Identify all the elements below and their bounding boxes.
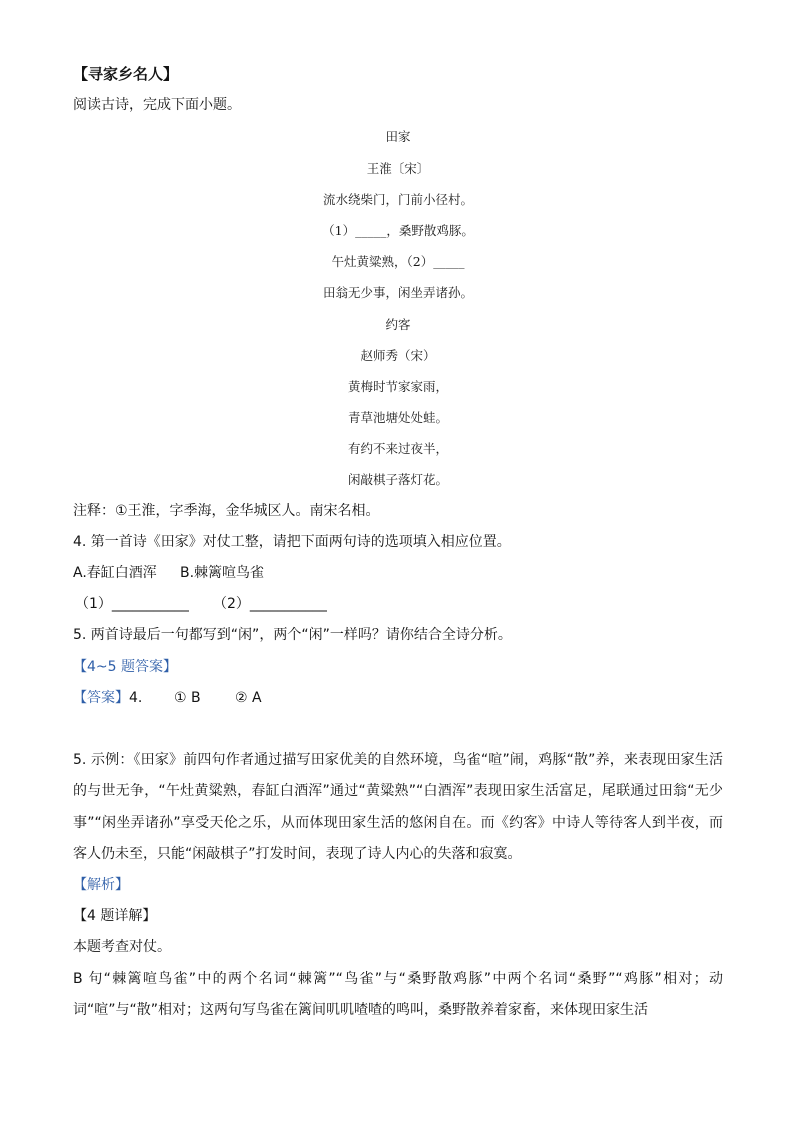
poem-line: 黄梅时节家家雨， [347,378,448,394]
answer-line-4 [73,683,723,714]
question-5: 5. 两首诗最后一句都写到“闲”，两个“闲”一样吗？请你结合全诗分析。 [73,627,512,644]
poem-line: 闲敲棋子落灯花。 [347,472,448,488]
question-4-options [73,558,723,589]
answer-q4-item-2: ② A [235,689,262,706]
poem-title: 田家 [385,129,411,145]
q4-detail-intro: 本题考查对仗。 [73,939,171,956]
answer-blank-1: （1）___________ [75,596,189,613]
poem-author: 赵师秀（宋） [360,347,436,363]
analysis-header: 【解析】 [73,876,129,893]
option-a: A.春缸白酒浑 [73,565,157,581]
poem-author: 王淮〔宋〕 [366,160,430,176]
poem-title: 约客 [385,316,411,332]
answer-blank-2: （2）___________ [213,596,327,613]
instruction: 阅读古诗，完成下面小题。 [73,97,241,114]
section-title: 【寻家乡名人】 [73,65,179,83]
question-4-blanks [73,589,723,620]
poem-line: 青草池塘处处蛙。 [347,410,448,426]
q4-detail-header: 【4 题详解】 [73,908,157,925]
option-b: B.棘篱喧鸟雀 [180,565,265,581]
answer-q5-paragraph: 5. 示例：《田家》前四句作者通过描写田家优美的自然环境，鸟雀“喧”闹，鸡豚“散”养，来表现田家生活的与世无争，“午灶黄粱熟，春缸白酒浑”通过“黄粱熟”“白酒浑”表现田家生活富足，尾联通过田翁“无少事”“闲坐弄诸孙”享受天伦之乐，从而体现田家生活的悠闲自在。而《约客》中诗人等待客人到半夜，而客人仍未至，只能“闲敲棋子”打发时间，表现了诗人内心的失落和寂寞。 [73,752,723,862]
answer-q4-item-1: ① B [174,689,201,706]
poem-line: 有约不来过夜半， [347,441,448,457]
annotation-note: 注释：①王淮，字季海，金华城区人。南宋名相。 [73,502,380,519]
poem-line: 流水绕柴门，门前小径村。 [322,191,473,207]
answer-header: 【4~5 题答案】 [73,658,177,675]
q4-detail-paragraph: B 句“棘篱喧鸟雀”中的两个名词“棘篱”“鸟雀”与“桑野散鸡豚”中两个名词“桑野”“鸡豚”相对；动词“喧”与“散”相对；这两句写鸟雀在篱间叽叽喳喳的鸣叫，桑野散养着家畜，来体现田家生活 [73,970,723,1018]
poem-line: （1）_____，桑野散鸡豚。 [322,222,474,238]
question-4: 4. 第一首诗《田家》对仗工整，请把下面两句诗的选项填入相应位置。 [73,533,511,550]
page-content [73,59,723,1026]
answer-label: 【答案】 [73,689,129,706]
answer-q4-prefix: 4. [129,689,143,706]
poem-line: 午灶黄粱熟，（2）_____ [331,254,465,270]
spacer [73,714,723,745]
poem-line: 田翁无少事，闲坐弄诸孙。 [322,285,473,301]
